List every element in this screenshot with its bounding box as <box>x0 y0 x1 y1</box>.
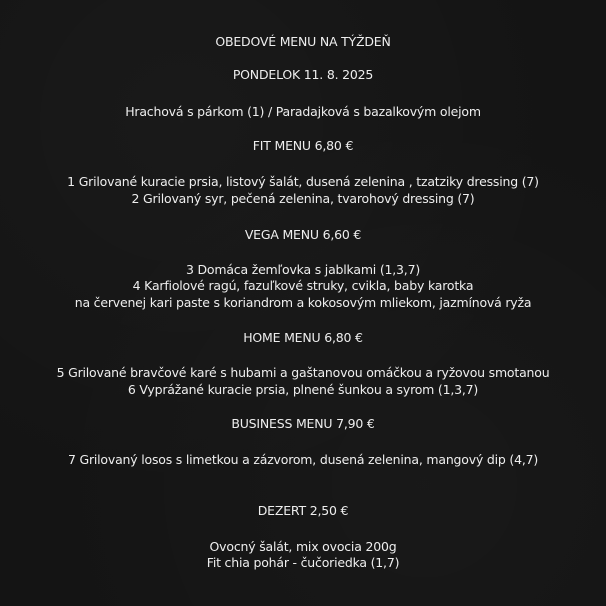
fit-menu-item-2: 2 Grilovaný syr, pečená zelenina, tvarohový dressing (7) <box>131 191 475 206</box>
home-menu-heading: HOME MENU 6,80 € <box>243 330 363 345</box>
home-menu-item-5: 5 Grilované bravčové karé s hubami a gaštanovou omáčkou a ryžovou smotanou <box>56 365 550 380</box>
fit-menu-item-1: 1 Grilované kuracie prsia, listový šalát, dusená zelenina , tzatziky dressing (7) <box>67 174 539 189</box>
dessert-item-1: Ovocný šalát, mix ovocia 200g <box>209 539 397 554</box>
vega-menu-heading: VEGA MENU 6,60 € <box>244 227 362 242</box>
menu-title: OBEDOVÉ MENU NA TÝŽDEŇ <box>215 34 391 49</box>
dessert-heading: DEZERT 2,50 € <box>257 503 349 518</box>
fit-menu-heading: FIT MENU 6,80 € <box>252 138 354 153</box>
home-menu-item-6: 6 Vyprážané kuracie prsia, plnené šunkou a syrom (1,3,7) <box>127 382 479 397</box>
business-menu-heading: BUSINESS MENU 7,90 € <box>231 416 375 431</box>
vega-menu-item-3: 3 Domáca žemľovka s jablkami (1,3,7) <box>185 262 421 277</box>
soups-line: Hrachová s párkom (1) / Paradajková s bazalkovým olejom <box>125 104 481 119</box>
day-date: PONDELOK 11. 8. 2025 <box>232 67 374 82</box>
vega-menu-item-4: 4 Karfiolové ragú, fazuľkové struky, cvikla, baby karotka <box>132 278 474 293</box>
dessert-item-2: Fit chia pohár - čučoriedka (1,7) <box>206 555 400 570</box>
business-menu-item-7: 7 Grilovaný losos s limetkou a zázvorom, dusená zelenina, mangový dip (4,7) <box>67 452 539 467</box>
vega-menu-item-4-continued: na červenej kari paste s koriandrom a kokosovým mliekom, jazmínová ryža <box>74 295 532 310</box>
